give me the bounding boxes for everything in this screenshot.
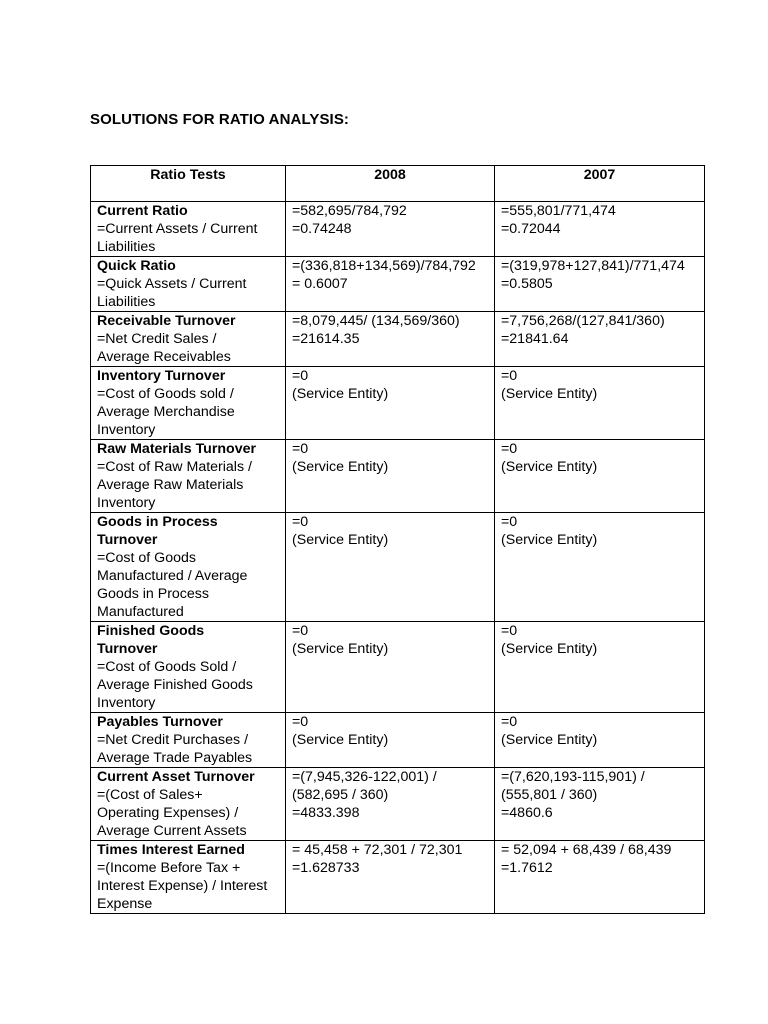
value-2007-cell — [495, 768, 705, 841]
computation-line: =1.7612 — [501, 860, 553, 876]
ratio-test-cell — [91, 440, 286, 513]
ratio-name: Current Asset Turnover — [97, 769, 255, 785]
computation-line: =0 — [501, 368, 518, 384]
computation-line: (Service Entity) — [292, 386, 389, 402]
ratio-test-cell — [91, 768, 286, 841]
table-row — [91, 622, 705, 713]
value-2008-cell — [286, 312, 495, 367]
ratio-test-cell — [91, 202, 286, 257]
computation-line: = 0.6007 — [292, 276, 348, 292]
computation-line: (Service Entity) — [292, 641, 389, 657]
computation-line: (Service Entity) — [501, 532, 598, 548]
computation-line: =0 — [501, 623, 518, 639]
computation-line: =0 — [292, 623, 309, 639]
value-2007-cell — [495, 367, 705, 440]
computation-line: =(319,978+127,841)/771,474 — [501, 258, 685, 274]
computation-line: =0.74248 — [292, 221, 352, 237]
computation-line: =0 — [292, 441, 309, 457]
ratio-name: Finished Goods Turnover — [97, 623, 205, 657]
ratio-formula-line: Interest Expense) / Interest — [97, 878, 268, 894]
ratio-test-cell — [91, 367, 286, 440]
table-row — [91, 440, 705, 513]
ratio-formula-line: Inventory — [97, 495, 156, 511]
computation-line: = 45,458 + 72,301 / 72,301 — [292, 842, 463, 858]
header-2008: 2008 — [286, 166, 495, 202]
ratio-test-cell — [91, 513, 286, 622]
ratio-formula-line: =Cost of Goods sold / — [97, 386, 234, 402]
computation-line: =0 — [292, 514, 309, 530]
ratio-formula-line: Inventory — [97, 422, 156, 438]
ratio-formula-line: =Cost of Goods Sold / — [97, 659, 237, 675]
ratio-formula-line: =Cost of Raw Materials / — [97, 459, 252, 475]
computation-line: (582,695 / 360) — [292, 787, 389, 803]
computation-line: =0.5805 — [501, 276, 553, 292]
value-2007-cell — [495, 841, 705, 914]
computation-line: (Service Entity) — [292, 732, 389, 748]
table-row — [91, 312, 705, 367]
ratio-formula-line: =Current Assets / Current — [97, 221, 258, 237]
ratio-test-cell — [91, 312, 286, 367]
table-row — [91, 768, 705, 841]
ratio-formula-line: Average Raw Materials — [97, 477, 244, 493]
computation-line: =(336,818+134,569)/784,792 — [292, 258, 476, 274]
ratio-name: Times Interest Earned — [97, 842, 245, 858]
table-row — [91, 202, 705, 257]
ratio-test-cell — [91, 841, 286, 914]
computation-line: (Service Entity) — [501, 459, 598, 475]
computation-line: (Service Entity) — [501, 386, 598, 402]
computation-line: (Service Entity) — [501, 732, 598, 748]
ratio-formula-line: =(Cost of Sales+ — [97, 787, 203, 803]
computation-line: =21841.64 — [501, 331, 569, 347]
table-row — [91, 513, 705, 622]
ratio-name: Current Ratio — [97, 203, 188, 219]
value-2007-cell — [495, 513, 705, 622]
computation-line: =7,756,268/(127,841/360) — [501, 313, 665, 329]
value-2008-cell — [286, 202, 495, 257]
ratio-formula-line: Liabilities — [97, 294, 156, 310]
header-2007: 2007 — [495, 166, 705, 202]
ratio-analysis-table — [90, 165, 705, 914]
computation-line: =0 — [501, 714, 518, 730]
ratio-name: Inventory Turnover — [97, 368, 226, 384]
value-2007-cell — [495, 440, 705, 513]
table-row — [91, 841, 705, 914]
computation-line: (Service Entity) — [501, 641, 598, 657]
computation-line: =8,079,445/ (134,569/360) — [292, 313, 460, 329]
computation-line: =4860.6 — [501, 805, 553, 821]
computation-line: =0 — [501, 514, 518, 530]
computation-line: =0 — [501, 441, 518, 457]
table-header-row — [91, 166, 705, 202]
header-ratio-tests: Ratio Tests — [91, 166, 286, 202]
value-2007-cell — [495, 312, 705, 367]
computation-line: =4833.398 — [292, 805, 360, 821]
value-2008-cell — [286, 513, 495, 622]
value-2008-cell — [286, 768, 495, 841]
ratio-formula-line: Average Merchandise — [97, 404, 235, 420]
table-row — [91, 257, 705, 312]
computation-line: =(7,620,193-115,901) / — [501, 769, 645, 785]
value-2008-cell — [286, 713, 495, 768]
ratio-formula-line: Average Current Assets — [97, 823, 247, 839]
value-2007-cell — [495, 622, 705, 713]
ratio-test-cell — [91, 622, 286, 713]
ratio-formula-line: Operating Expenses) / — [97, 805, 239, 821]
value-2008-cell — [286, 440, 495, 513]
ratio-name: Raw Materials Turnover — [97, 441, 256, 457]
ratio-formula-line: =(Income Before Tax + — [97, 860, 241, 876]
ratio-formula-line: Expense — [97, 896, 153, 912]
ratio-formula-line: Goods in Process — [97, 586, 209, 602]
ratio-name: Receivable Turnover — [97, 313, 236, 329]
ratio-formula-line: Average Finished Goods — [97, 677, 253, 693]
ratio-test-cell — [91, 713, 286, 768]
value-2007-cell — [495, 202, 705, 257]
ratio-formula-line: =Net Credit Sales / — [97, 331, 217, 347]
computation-line: (555,801 / 360) — [501, 787, 598, 803]
computation-line: =(7,945,326-122,001) / — [292, 769, 437, 785]
computation-line: =21614.35 — [292, 331, 360, 347]
ratio-formula-line: Inventory — [97, 695, 156, 711]
computation-line: = 52,094 + 68,439 / 68,439 — [501, 842, 672, 858]
page-heading: SOLUTIONS FOR RATIO ANALYSIS: — [90, 111, 350, 128]
computation-line: =0 — [292, 368, 309, 384]
computation-line: (Service Entity) — [292, 459, 389, 475]
computation-line: =0.72044 — [501, 221, 561, 237]
ratio-name: Goods in Process Turnover — [97, 514, 218, 548]
table-row — [91, 367, 705, 440]
ratio-name: Payables Turnover — [97, 714, 223, 730]
computation-line: =0 — [292, 714, 309, 730]
ratio-formula-line: Average Trade Payables — [97, 750, 253, 766]
ratio-formula-line: Manufactured — [97, 604, 184, 620]
ratio-test-cell — [91, 257, 286, 312]
ratio-formula-line: Manufactured / Average — [97, 568, 248, 584]
computation-line: =582,695/784,792 — [292, 203, 407, 219]
value-2008-cell — [286, 367, 495, 440]
ratio-formula-line: =Cost of Goods — [97, 550, 196, 566]
value-2008-cell — [286, 841, 495, 914]
value-2008-cell — [286, 257, 495, 312]
ratio-formula-line: =Quick Assets / Current — [97, 276, 247, 292]
table-body — [91, 202, 705, 914]
table-row — [91, 713, 705, 768]
ratio-formula-line: =Net Credit Purchases / — [97, 732, 249, 748]
computation-line: (Service Entity) — [292, 532, 389, 548]
value-2007-cell — [495, 713, 705, 768]
ratio-formula-line: Average Receivables — [97, 349, 231, 365]
computation-line: =1.628733 — [292, 860, 360, 876]
computation-line: =555,801/771,474 — [501, 203, 616, 219]
ratio-name: Quick Ratio — [97, 258, 176, 274]
value-2008-cell — [286, 622, 495, 713]
value-2007-cell — [495, 257, 705, 312]
ratio-formula-line: Liabilities — [97, 239, 156, 255]
